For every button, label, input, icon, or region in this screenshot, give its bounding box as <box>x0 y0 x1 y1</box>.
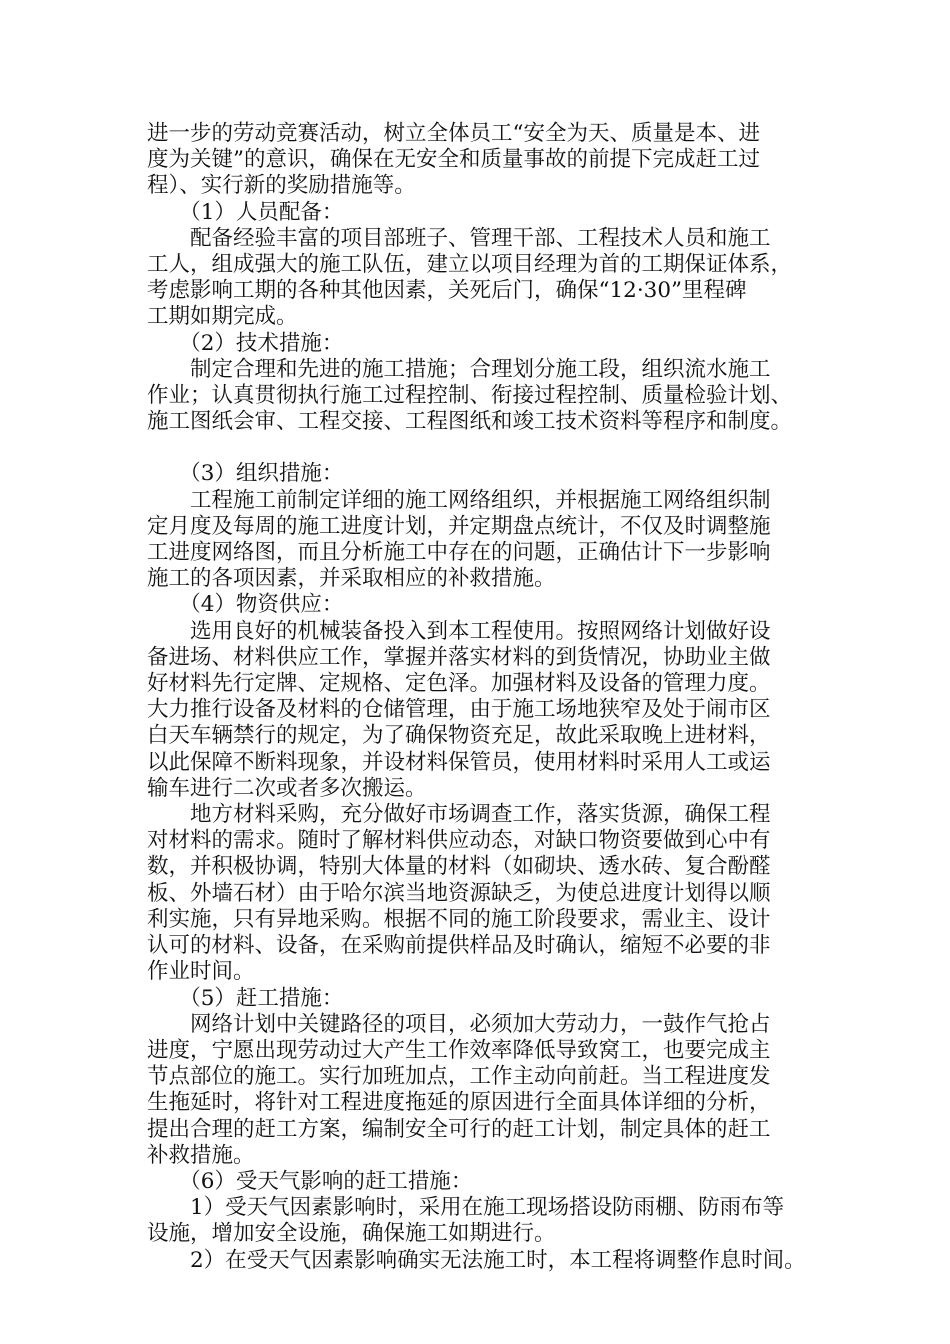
heading-staffing: （1）人员配备： <box>147 199 344 225</box>
paragraph-materials-equipment: 选用良好的机械装备投入到本工程使用。按照网络计划做好设 备进场、材料供应工作，掌握并落实材料的到货情况，协助业主做 好材料先行定牌、定规格、定色泽。加强材料及设备的管理力度。 大力推行设备及材料的仓储管理，由于施工场地狭窄及处于闹市区 白天车辆禁行的规定，为了确保物资充足，故此采取晚上进材料， 以此保障不断料现象，并设材料保管员，使用材料时采用人工或运 输车进行二次或者多次搬运。 <box>147 618 771 801</box>
paragraph-materials-procurement: 地方材料采购，充分做好市场调查工作，落实货源，确保工程 对材料的需求。随时了解材料供应动态，对缺口物资要做到心中有 数，并积极协调，特别大体量的材料（如砌块、透水砖、复合酚醛 板、外墙石材）由于哈尔滨当地资源缺乏，为使总进度计划得以顺 利实施，只有异地采购。根据不同的施工阶段要求，需业主、设计 认可的材料、设备，在采购前提供样品及时确认，缩短不必要的非 作业时间。 <box>147 802 771 985</box>
paragraph-acceleration: 网络计划中关键路径的项目，必须加大劳动力，一鼓作气抢占 进度，宁愿出现劳动过大产生工作效率降低导致窝工，也要完成主 节点部位的施工。实行加班加点，工作主动向前赶。当工程进度发 生拖延时，将针对工程进度拖延的原因进行全面具体详细的分析， 提出合理的赶工方案，编制安全可行的赶工计划，制定具体的赶工 补救措施。 <box>147 1011 771 1168</box>
paragraph-organization: 工程施工前制定详细的施工网络组织，并根据施工网络组织制 定月度及每周的施工进度计划，并定期盘点统计，不仅及时调整施 工进度网络图，而且分析施工中存在的问题，正确估计下一步影响 施工的各项因素，并采取相应的补救措施。 <box>147 487 771 592</box>
blank-line <box>147 435 823 461</box>
document-page <box>147 121 823 1274</box>
heading-weather: （6）受天气影响的赶工措施： <box>147 1168 473 1194</box>
paragraph-intro: 进一步的劳动竞赛活动，树立全体员工“安全为天、质量是本、进 度为关键”的意识，确保在无安全和质量事故的前提下完成赶工过 程）、实行新的奖励措施等。 <box>147 121 760 199</box>
paragraph-staffing: 配备经验丰富的项目部班子、管理干部、工程技术人员和施工 工人，组成强大的施工队伍，建立以项目经理为首的工期保证体系， 考虑影响工期的各种其他因素，关死后门，确保“12·30”里程碑 工期如期完成。 <box>147 225 793 330</box>
heading-materials: （4）物资供应： <box>147 592 344 618</box>
paragraph-weather-1: 1）受天气因素影响时，采用在施工现场搭设防雨棚、防雨布等 设施，增加安全设施，确保施工如期进行。 <box>147 1195 785 1247</box>
paragraph-weather-2: 2）在受天气因素影响确实无法施工时，本工程将调整作息时间。 <box>147 1247 806 1273</box>
heading-organization: （3）组织措施： <box>147 461 344 487</box>
heading-acceleration: （5）赶工措施： <box>147 985 344 1011</box>
heading-technical: （2）技术措施： <box>147 330 344 356</box>
paragraph-technical: 制定合理和先进的施工措施；合理划分施工段，组织流水施工 作业；认真贯彻执行施工过程控制、衔接过程控制、质量检验计划、 施工图纸会审、工程交接、工程图纸和竣工技术资料等程序和制度。 <box>147 356 793 435</box>
